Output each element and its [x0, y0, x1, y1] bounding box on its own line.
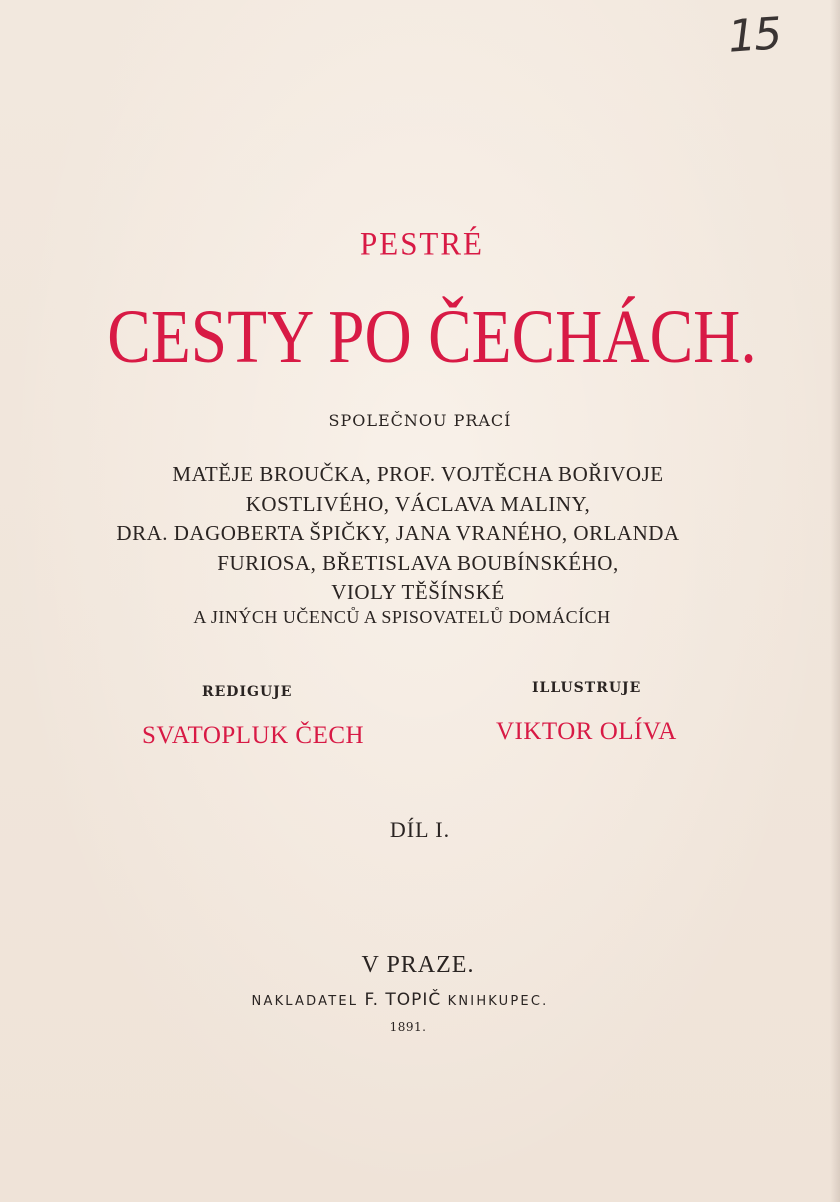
publisher-line: [0, 990, 820, 1010]
authors-line: VIOLY TĚŠÍNSKÉ: [331, 580, 505, 604]
authors-line: FURIOSA, BŘETISLAVA BOUBÍNSKÉHO,: [217, 551, 619, 575]
handwritten-page-number: 15: [726, 8, 782, 63]
publisher-name: F. TOPIČ: [364, 990, 442, 1010]
illustrator-role-label: ILLUSTRUJE: [532, 680, 642, 696]
publisher-prefix: NAKLADATEL: [251, 994, 359, 1009]
volume-label: DÍL I.: [389, 817, 451, 842]
authors-line: DRA. DAGOBERTA ŠPIČKY, JANA VRANÉHO, ORLANDA: [116, 521, 680, 545]
publisher-suffix: KNIHKUPEC.: [447, 994, 549, 1009]
authors-line: MATĚJE BROUČKA, PROF. VOJTĚCHA BOŘIVOJE: [172, 462, 664, 486]
pre-title: PESTRÉ: [360, 225, 484, 262]
main-title: CESTY PO ČECHÁCH.: [107, 295, 757, 379]
place-of-publication: V PRAZE.: [361, 952, 475, 978]
authors-line: KOSTLIVÉHO, VÁCLAVA MALINY,: [245, 492, 591, 516]
publication-year: 1891.: [389, 1020, 427, 1034]
illustrator-name: VIKTOR OLÍVA: [496, 718, 677, 745]
editor-role-label: REDIGUJE: [202, 684, 293, 700]
editor-name: SVATOPLUK ČECH: [142, 722, 365, 749]
subtitle: SPOLEČNOU PRACÍ: [328, 411, 512, 430]
authors-line: A JINÝCH UČENCŮ A SPISOVATELŮ DOMÁCÍCH: [193, 607, 611, 627]
